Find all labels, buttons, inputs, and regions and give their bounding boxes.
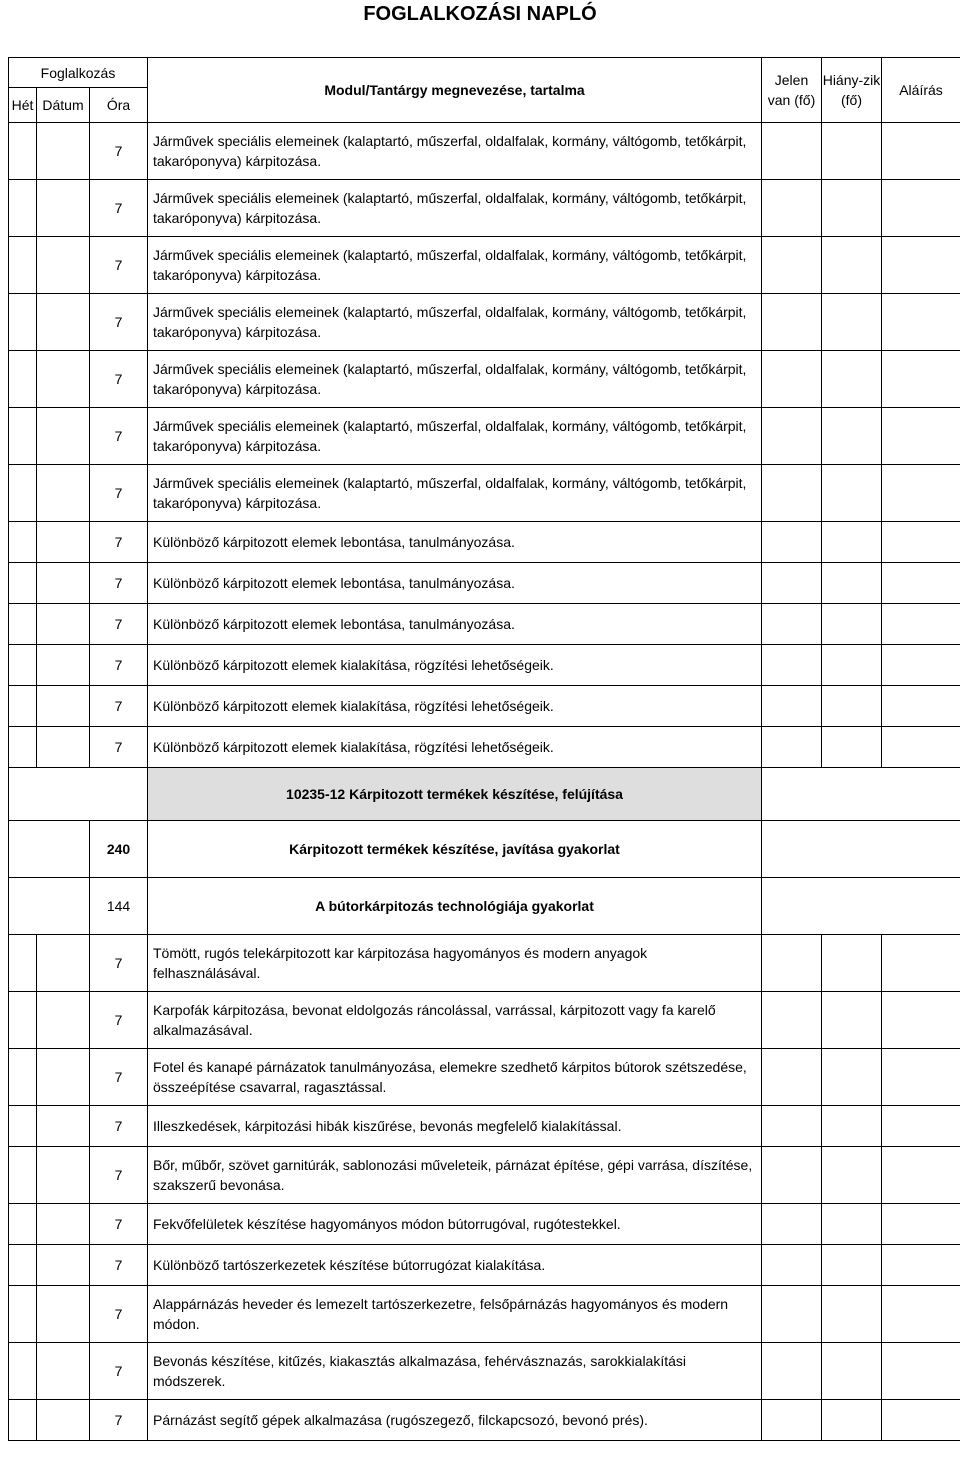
- content-cell: Járművek speciális elemeinek (kalaptartó, műszerfal, oldalfalak, kormány, váltógomb, tetőkárpit, takaróponyva) kárpitozása.: [148, 180, 762, 237]
- content-cell: Fotel és kanapé párnázatok tanulmányozása, elemekre szedhető kárpitos bútorok szétszedése, összeépítése csavarral, ragasztással.: [148, 1049, 762, 1106]
- ora-cell: 7: [90, 1106, 148, 1147]
- content-cell: Alappárnázás heveder és lemezelt tartószerkezetre, felsőpárnázás hagyományos és modern módon.: [148, 1286, 762, 1343]
- table-row: [9, 465, 960, 522]
- content-cell: Járművek speciális elemeinek (kalaptartó, műszerfal, oldalfalak, kormány, váltógomb, tetőkárpit, takaróponyva) kárpitozása.: [148, 237, 762, 294]
- het-cell[interactable]: [9, 1049, 37, 1106]
- table-row: [9, 1106, 960, 1147]
- het-cell[interactable]: [9, 604, 37, 645]
- hiany-cell[interactable]: [822, 123, 882, 180]
- het-cell[interactable]: [9, 522, 37, 563]
- het-cell[interactable]: [9, 1204, 37, 1245]
- subject-blank: [9, 821, 90, 878]
- table-row: [9, 351, 960, 408]
- module-row: [9, 768, 960, 821]
- alairas-cell[interactable]: [882, 408, 960, 465]
- hiany-cell[interactable]: [822, 935, 882, 992]
- jelen-cell[interactable]: [762, 1286, 822, 1343]
- alairas-cell[interactable]: [882, 522, 960, 563]
- content-cell: Különböző kárpitozott elemek lebontása, tanulmányozása.: [148, 604, 762, 645]
- het-cell[interactable]: [9, 408, 37, 465]
- hiany-cell[interactable]: [822, 180, 882, 237]
- het-cell[interactable]: [9, 237, 37, 294]
- module-blank: [9, 768, 148, 821]
- datum-cell[interactable]: [37, 1343, 90, 1400]
- ora-cell: 7: [90, 123, 148, 180]
- table-row: [9, 992, 960, 1049]
- content-cell: Különböző kárpitozott elemek kialakítása, rögzítési lehetőségeik.: [148, 727, 762, 768]
- hiany-cell[interactable]: [822, 294, 882, 351]
- datum-cell[interactable]: [37, 351, 90, 408]
- datum-cell[interactable]: [37, 727, 90, 768]
- content-cell: Fekvőfelületek készítése hagyományos módon bútorrugóval, rugótestekkel.: [148, 1204, 762, 1245]
- het-cell[interactable]: [9, 294, 37, 351]
- jelen-cell[interactable]: [762, 522, 822, 563]
- datum-cell[interactable]: [37, 237, 90, 294]
- ora-cell: 7: [90, 1400, 148, 1441]
- het-cell[interactable]: [9, 992, 37, 1049]
- jelen-cell[interactable]: [762, 1400, 822, 1441]
- alairas-cell[interactable]: [882, 1245, 960, 1286]
- datum-cell[interactable]: [37, 522, 90, 563]
- content-cell: Különböző kárpitozott elemek kialakítása, rögzítési lehetőségeik.: [148, 645, 762, 686]
- content-cell: Járművek speciális elemeinek (kalaptartó, műszerfal, oldalfalak, kormány, váltógomb, tetőkárpit, takaróponyva) kárpitozása.: [148, 351, 762, 408]
- header-row-top: [9, 58, 960, 88]
- hiany-cell[interactable]: [822, 1049, 882, 1106]
- jelen-cell[interactable]: [762, 563, 822, 604]
- hiany-cell[interactable]: [822, 604, 882, 645]
- alairas-cell[interactable]: [882, 123, 960, 180]
- content-cell: Párnázást segítő gépek alkalmazása (rugószegező, filckapcsozó, bevonó prés).: [148, 1400, 762, 1441]
- content-cell: Járművek speciális elemeinek (kalaptartó, műszerfal, oldalfalak, kormány, váltógomb, tetőkárpit, takaróponyva) kárpitozása.: [148, 408, 762, 465]
- table-row: [9, 1049, 960, 1106]
- content-cell: Járművek speciális elemeinek (kalaptartó, műszerfal, oldalfalak, kormány, váltógomb, tetőkárpit, takaróponyva) kárpitozása.: [148, 123, 762, 180]
- hiany-cell[interactable]: [822, 237, 882, 294]
- datum-cell[interactable]: [37, 563, 90, 604]
- module-blank-right: [762, 768, 960, 821]
- ora-cell: 7: [90, 727, 148, 768]
- table-row: [9, 935, 960, 992]
- jelen-cell[interactable]: [762, 604, 822, 645]
- table-row: [9, 123, 960, 180]
- page-title: FOGLALKOZÁSI NAPLÓ: [363, 3, 597, 25]
- hiany-cell[interactable]: [822, 1106, 882, 1147]
- content-cell: Bevonás készítése, kitűzés, kiakasztás alkalmazása, fehérvásznazás, sarokkialakítási módszerek.: [148, 1343, 762, 1400]
- alairas-cell[interactable]: [882, 1147, 960, 1204]
- content-cell: Különböző kárpitozott elemek kialakítása, rögzítési lehetőségeik.: [148, 686, 762, 727]
- alairas-cell[interactable]: [882, 351, 960, 408]
- het-cell[interactable]: [9, 645, 37, 686]
- alairas-cell[interactable]: [882, 686, 960, 727]
- hiany-cell[interactable]: [822, 465, 882, 522]
- jelen-cell[interactable]: [762, 645, 822, 686]
- het-cell[interactable]: [9, 1343, 37, 1400]
- alairas-cell[interactable]: [882, 935, 960, 992]
- content-cell: Különböző kárpitozott elemek lebontása, tanulmányozása.: [148, 563, 762, 604]
- ora-cell: 7: [90, 351, 148, 408]
- hiany-cell[interactable]: [822, 727, 882, 768]
- jelen-cell[interactable]: [762, 1204, 822, 1245]
- het-cell[interactable]: [9, 1286, 37, 1343]
- jelen-cell[interactable]: [762, 1245, 822, 1286]
- datum-cell[interactable]: [37, 645, 90, 686]
- alairas-cell[interactable]: [882, 1343, 960, 1400]
- het-cell[interactable]: [9, 935, 37, 992]
- header-alairas: Aláírás: [882, 58, 960, 123]
- hiany-cell[interactable]: [822, 408, 882, 465]
- hiany-cell[interactable]: [822, 1286, 882, 1343]
- jelen-cell[interactable]: [762, 992, 822, 1049]
- alairas-cell[interactable]: [882, 294, 960, 351]
- datum-cell[interactable]: [37, 1286, 90, 1343]
- table-row: [9, 1343, 960, 1400]
- header-ora: Óra: [90, 88, 148, 123]
- ora-cell: 7: [90, 1245, 148, 1286]
- alairas-cell[interactable]: [882, 1400, 960, 1441]
- jelen-cell[interactable]: [762, 408, 822, 465]
- table-row: [9, 1245, 960, 1286]
- ora-cell: 7: [90, 180, 148, 237]
- jelen-cell[interactable]: [762, 935, 822, 992]
- content-cell: Járművek speciális elemeinek (kalaptartó, műszerfal, oldalfalak, kormány, váltógomb, tetőkárpit, takaróponyva) kárpitozása.: [148, 465, 762, 522]
- alairas-cell[interactable]: [882, 237, 960, 294]
- ora-cell: 7: [90, 294, 148, 351]
- alairas-cell[interactable]: [882, 1049, 960, 1106]
- ora-cell: 7: [90, 604, 148, 645]
- het-cell[interactable]: [9, 465, 37, 522]
- header-hiany: Hiány-zik (fő): [822, 58, 882, 123]
- jelen-cell[interactable]: [762, 1147, 822, 1204]
- jelen-cell[interactable]: [762, 1343, 822, 1400]
- content-cell: Különböző tartószerkezetek készítése bútorrugózat kialakítása.: [148, 1245, 762, 1286]
- table-row: [9, 408, 960, 465]
- datum-cell[interactable]: [37, 180, 90, 237]
- table-row: [9, 180, 960, 237]
- table-row: [9, 563, 960, 604]
- module-title: 10235-12 Kárpitozott termékek készítése, felújítása: [148, 768, 762, 821]
- header-modul: Modul/Tantárgy megnevezése, tartalma: [148, 58, 762, 123]
- het-cell[interactable]: [9, 1400, 37, 1441]
- jelen-cell[interactable]: [762, 294, 822, 351]
- jelen-cell[interactable]: [762, 351, 822, 408]
- subject-blank: [9, 878, 90, 935]
- datum-cell[interactable]: [37, 1245, 90, 1286]
- datum-cell[interactable]: [37, 1106, 90, 1147]
- datum-cell[interactable]: [37, 1400, 90, 1441]
- ora-cell: 7: [90, 237, 148, 294]
- ora-cell: 7: [90, 1147, 148, 1204]
- ora-cell: 7: [90, 522, 148, 563]
- header-foglalkozas: Foglalkozás: [9, 58, 148, 88]
- table-row: [9, 1286, 960, 1343]
- jelen-cell[interactable]: [762, 686, 822, 727]
- het-cell[interactable]: [9, 180, 37, 237]
- ora-cell: 7: [90, 992, 148, 1049]
- het-cell[interactable]: [9, 351, 37, 408]
- ora-cell: 7: [90, 563, 148, 604]
- het-cell[interactable]: [9, 686, 37, 727]
- het-cell[interactable]: [9, 1106, 37, 1147]
- hiany-cell[interactable]: [822, 522, 882, 563]
- het-cell[interactable]: [9, 727, 37, 768]
- alairas-cell[interactable]: [882, 727, 960, 768]
- hiany-cell[interactable]: [822, 1343, 882, 1400]
- ora-cell: 7: [90, 935, 148, 992]
- het-cell[interactable]: [9, 123, 37, 180]
- alairas-cell[interactable]: [882, 645, 960, 686]
- hiany-cell[interactable]: [822, 645, 882, 686]
- table-row: [9, 294, 960, 351]
- datum-cell[interactable]: [37, 465, 90, 522]
- subject-row: [9, 821, 960, 878]
- subject-blank-right: [762, 821, 960, 878]
- jelen-cell[interactable]: [762, 123, 822, 180]
- header-datum: Dátum: [37, 88, 90, 123]
- jelen-cell[interactable]: [762, 1049, 822, 1106]
- alairas-cell[interactable]: [882, 180, 960, 237]
- hiany-cell[interactable]: [822, 992, 882, 1049]
- table-row: [9, 1204, 960, 1245]
- header-jelen: Jelen van (fő): [762, 58, 822, 123]
- alairas-cell[interactable]: [882, 563, 960, 604]
- datum-cell[interactable]: [37, 604, 90, 645]
- alairas-cell[interactable]: [882, 992, 960, 1049]
- content-cell: Karpofák kárpitozása, bevonat eldolgozás ráncolással, varrással, kárpitozott vagy fa karelő alkalmazásával.: [148, 992, 762, 1049]
- content-cell: Járművek speciális elemeinek (kalaptartó, műszerfal, oldalfalak, kormány, váltógomb, tetőkárpit, takaróponyva) kárpitozása.: [148, 294, 762, 351]
- ora-cell: 7: [90, 1204, 148, 1245]
- table-row: [9, 237, 960, 294]
- subject-title: A bútorkárpitozás technológiája gyakorlat: [148, 878, 762, 935]
- ora-cell: 7: [90, 465, 148, 522]
- subject-blank-right: [762, 878, 960, 935]
- hiany-cell[interactable]: [822, 1147, 882, 1204]
- ora-cell: 7: [90, 645, 148, 686]
- alairas-cell[interactable]: [882, 1106, 960, 1147]
- datum-cell[interactable]: [37, 935, 90, 992]
- table-row: [9, 686, 960, 727]
- datum-cell[interactable]: [37, 1049, 90, 1106]
- table-row: [9, 1147, 960, 1204]
- table-row: [9, 522, 960, 563]
- hiany-cell[interactable]: [822, 563, 882, 604]
- jelen-cell[interactable]: [762, 465, 822, 522]
- alairas-cell[interactable]: [882, 1286, 960, 1343]
- jelen-cell[interactable]: [762, 1106, 822, 1147]
- header-het: Hét: [9, 88, 37, 123]
- content-cell: Tömött, rugós telekárpitozott kar kárpitozása hagyományos és modern anyagok felhasználásával.: [148, 935, 762, 992]
- jelen-cell[interactable]: [762, 727, 822, 768]
- datum-cell[interactable]: [37, 408, 90, 465]
- hiany-cell[interactable]: [822, 686, 882, 727]
- content-cell: Illeszkedések, kárpitozási hibák kiszűrése, bevonás megfelelő kialakítással.: [148, 1106, 762, 1147]
- content-cell: Bőr, műbőr, szövet garnitúrák, sablonozási műveleteik, párnázat építése, gépi varrása, díszítése, szakszerű bevonása.: [148, 1147, 762, 1204]
- jelen-cell[interactable]: [762, 237, 822, 294]
- het-cell[interactable]: [9, 1147, 37, 1204]
- log-table: [8, 57, 960, 1441]
- het-cell[interactable]: [9, 1245, 37, 1286]
- het-cell[interactable]: [9, 563, 37, 604]
- ora-cell: 7: [90, 1049, 148, 1106]
- ora-cell: 7: [90, 1343, 148, 1400]
- datum-cell[interactable]: [37, 1204, 90, 1245]
- alairas-cell[interactable]: [882, 1204, 960, 1245]
- alairas-cell[interactable]: [882, 604, 960, 645]
- datum-cell[interactable]: [37, 686, 90, 727]
- datum-cell[interactable]: [37, 294, 90, 351]
- table-row: [9, 1400, 960, 1441]
- table-row: [9, 727, 960, 768]
- jelen-cell[interactable]: [762, 180, 822, 237]
- subject-title: Kárpitozott termékek készítése, javítása gyakorlat: [148, 821, 762, 878]
- datum-cell[interactable]: [37, 992, 90, 1049]
- hiany-cell[interactable]: [822, 1400, 882, 1441]
- ora-cell: 7: [90, 686, 148, 727]
- datum-cell[interactable]: [37, 123, 90, 180]
- table-row: [9, 604, 960, 645]
- subject-ora: 144: [90, 878, 148, 935]
- ora-cell: 7: [90, 408, 148, 465]
- datum-cell[interactable]: [37, 1147, 90, 1204]
- content-cell: Különböző kárpitozott elemek lebontása, tanulmányozása.: [148, 522, 762, 563]
- subject-ora: 240: [90, 821, 148, 878]
- hiany-cell[interactable]: [822, 1245, 882, 1286]
- alairas-cell[interactable]: [882, 465, 960, 522]
- ora-cell: 7: [90, 1286, 148, 1343]
- subject-row: [9, 878, 960, 935]
- table-row: [9, 645, 960, 686]
- hiany-cell[interactable]: [822, 1204, 882, 1245]
- hiany-cell[interactable]: [822, 351, 882, 408]
